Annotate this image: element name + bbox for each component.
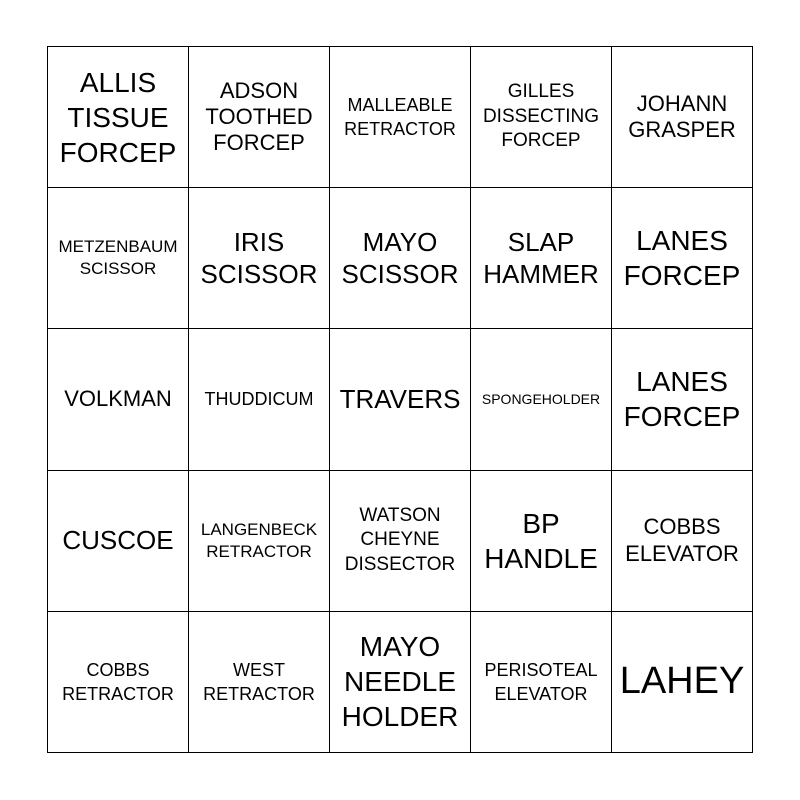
bingo-board bbox=[47, 46, 753, 753]
bingo-cell-r5c5[interactable] bbox=[612, 612, 753, 753]
cell-label: TRAVERS bbox=[339, 384, 461, 415]
cell-label: WATSON CHEYNE DISSECTOR bbox=[344, 504, 456, 576]
bingo-cell-r4c2[interactable] bbox=[189, 471, 330, 612]
bingo-cell-r3c1[interactable] bbox=[48, 329, 189, 470]
bingo-cell-r1c3[interactable] bbox=[330, 47, 471, 188]
bingo-cell-r2c1[interactable] bbox=[48, 188, 189, 329]
cell-label: ADSON TOOTHED FORCEP bbox=[205, 77, 313, 156]
bingo-cell-r3c3[interactable] bbox=[330, 329, 471, 470]
cell-label: PERISOTEAL ELEVATOR bbox=[484, 659, 598, 704]
cell-label: CUSCOE bbox=[62, 525, 174, 556]
cell-label: LANES FORCEP bbox=[623, 225, 741, 292]
bingo-cell-r4c5[interactable] bbox=[612, 471, 753, 612]
bingo-cell-r1c1[interactable] bbox=[48, 47, 189, 188]
bingo-cell-r3c5[interactable] bbox=[612, 329, 753, 470]
bingo-cell-r2c4[interactable] bbox=[471, 188, 612, 329]
cell-label: SLAP HAMMER bbox=[483, 226, 599, 290]
bingo-cell-r3c4[interactable] bbox=[471, 329, 612, 470]
cell-label: COBBS RETRACTOR bbox=[62, 659, 174, 704]
cell-label: JOHANN GRASPER bbox=[628, 90, 736, 143]
bingo-cell-r1c4[interactable] bbox=[471, 47, 612, 188]
cell-label: MAYO NEEDLE HOLDER bbox=[341, 631, 459, 733]
cell-label: LANES FORCEP bbox=[623, 366, 741, 433]
cell-label: COBBS ELEVATOR bbox=[625, 514, 739, 566]
cell-label: LAHEY bbox=[619, 660, 745, 703]
cell-label: METZENBAUM SCISSOR bbox=[58, 237, 178, 279]
cell-label: ALLIS TISSUE FORCEP bbox=[59, 66, 177, 168]
bingo-cell-r5c3[interactable] bbox=[330, 612, 471, 753]
cell-label: WEST RETRACTOR bbox=[203, 659, 315, 704]
cell-label: MAYO SCISSOR bbox=[341, 226, 459, 290]
bingo-cell-r2c3[interactable] bbox=[330, 188, 471, 329]
bingo-cell-r1c5[interactable] bbox=[612, 47, 753, 188]
bingo-cell-r2c5[interactable] bbox=[612, 188, 753, 329]
bingo-cell-r4c1[interactable] bbox=[48, 471, 189, 612]
cell-label: BP HANDLE bbox=[484, 507, 598, 574]
cell-label: GILLES DISSECTING FORCEP bbox=[482, 81, 600, 152]
bingo-cell-r5c2[interactable] bbox=[189, 612, 330, 753]
bingo-cell-r5c4[interactable] bbox=[471, 612, 612, 753]
bingo-cell-r2c2[interactable] bbox=[189, 188, 330, 329]
bingo-cell-r5c1[interactable] bbox=[48, 612, 189, 753]
cell-label: SPONGEHOLDER bbox=[481, 391, 601, 408]
cell-label: THUDDICUM bbox=[204, 389, 314, 410]
bingo-cell-r4c3[interactable] bbox=[330, 471, 471, 612]
cell-label: MALLEABLE RETRACTOR bbox=[344, 94, 456, 140]
cell-label: LANGENBECK RETRACTOR bbox=[200, 519, 318, 561]
bingo-cell-r3c2[interactable] bbox=[189, 329, 330, 470]
bingo-cell-r4c4[interactable] bbox=[471, 471, 612, 612]
cell-label: VOLKMAN bbox=[64, 386, 172, 412]
bingo-cell-r1c2[interactable] bbox=[189, 47, 330, 188]
cell-label: IRIS SCISSOR bbox=[200, 226, 318, 290]
